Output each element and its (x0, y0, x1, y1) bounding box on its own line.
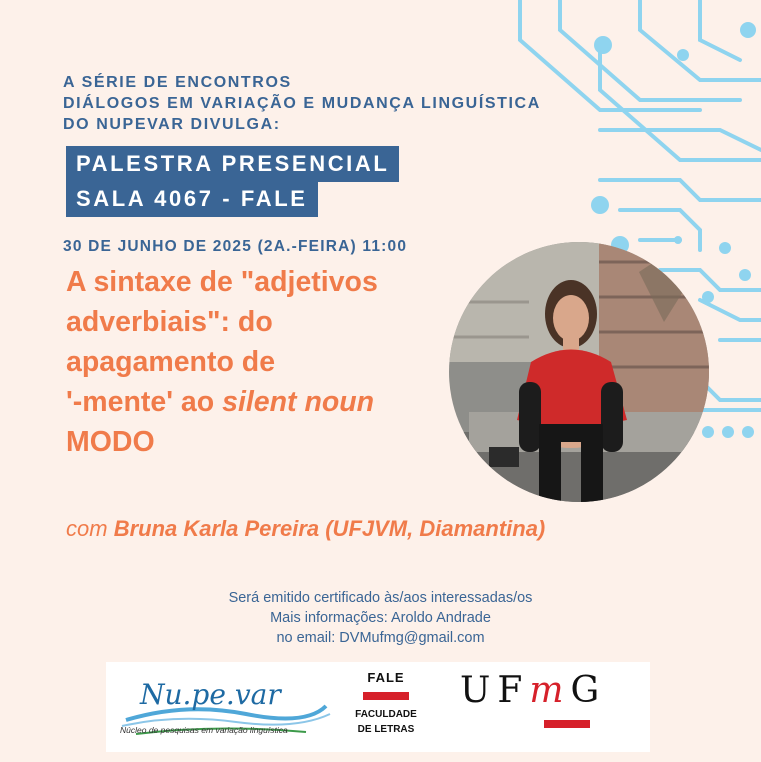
info-block (0, 588, 761, 648)
intro-line-1: A SÉRIE DE ENCONTROS (63, 74, 292, 91)
title-line-2: adverbiais": do (66, 306, 273, 338)
series-intro (63, 72, 541, 135)
title-line-3: apagamento de (66, 346, 276, 378)
speaker-line (66, 516, 545, 542)
title-line-4b: silent noun (222, 386, 375, 418)
nupevar-subtitle: Núcleo de pesquisas em variação linguística (120, 725, 288, 735)
fale-subtitle-1: FACULDADE (355, 709, 417, 720)
event-type-banner: PALESTRA PRESENCIAL (66, 146, 399, 182)
contact-email: no email: DVMufmg@gmail.com (276, 630, 485, 646)
intro-line-3: DO NUPEVAR DIVULGA: (63, 116, 281, 133)
intro-line-2: DIÁLOGOS EM VARIAÇÃO E MUDANÇA LINGUÍSTICA (63, 95, 541, 112)
title-line-4 (66, 382, 466, 422)
fale-subtitle-2: DE LETRAS (357, 724, 415, 735)
logo-strip (106, 662, 650, 752)
title-line-5: MODO (66, 426, 155, 458)
speaker-name: Bruna Karla Pereira (UFJVM, Diamantina) (113, 516, 546, 541)
fale-wordmark: FALE (367, 670, 405, 685)
fale-red-bar (363, 692, 409, 700)
contact-name: Mais informações: Aroldo Andrade (270, 610, 491, 626)
speaker-prefix: com (66, 516, 114, 541)
speaker-photo (449, 242, 709, 502)
ufmg-red-bar (544, 720, 590, 728)
title-line-4a: '-mente' ao (66, 386, 223, 418)
ufmg-wordmark (460, 670, 606, 711)
title-line-1: A sintaxe de "adjetivos (66, 266, 378, 298)
event-date: 30 DE JUNHO DE 2025 (2A.-FEIRA) 11:00 (63, 238, 408, 255)
ufmg-uf: UF (460, 670, 530, 711)
ufmg-g: G (570, 670, 607, 711)
ufmg-logo (456, 670, 646, 748)
nupevar-wordmark: Nu.pe.var (140, 678, 281, 711)
certificate-note: Será emitido certificado às/aos interessadas/os (228, 590, 533, 606)
fale-logo (346, 670, 426, 748)
nupevar-logo (106, 662, 338, 752)
talk-title (66, 262, 466, 462)
ufmg-m: m (529, 670, 571, 711)
room-banner: SALA 4067 - FALE (66, 181, 318, 217)
